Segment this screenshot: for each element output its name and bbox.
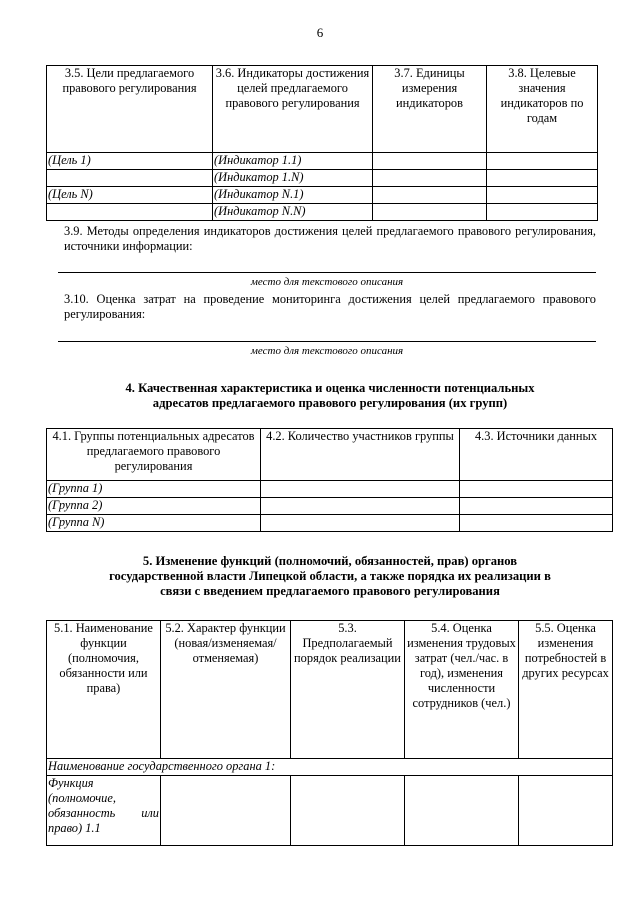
- table-cell: [291, 776, 405, 846]
- section-5-title-line: государственной власти Липецкой области, а также порядка их реализации в: [109, 569, 551, 583]
- table-header-row: [47, 429, 613, 481]
- section-3-10-caption: место для текстового описания: [250, 345, 404, 357]
- table-cell: [47, 204, 213, 221]
- header-other-resources: 5.5. Оценка изменения потребностей в других ресурсах: [519, 621, 613, 759]
- header-indicators: 3.6. Индикаторы достижения целей предлагаемого правового регулирования: [213, 66, 373, 153]
- table-cell: [460, 498, 613, 515]
- table-cell: (Цель 1): [47, 153, 213, 170]
- table-cell: [487, 187, 598, 204]
- table-cell: [161, 776, 291, 846]
- header-function-name: 5.1. Наименование функции (полномочия, обязанности или права): [47, 621, 161, 759]
- table-row: [47, 170, 598, 187]
- header-participants: 4.2. Количество участников группы: [261, 429, 460, 481]
- table-row: [47, 153, 598, 170]
- table-cell: [373, 187, 487, 204]
- indicators-table: [46, 65, 598, 221]
- table-row: [47, 776, 613, 846]
- table-cell: [261, 481, 460, 498]
- header-groups: 4.1. Группы потенциальных адресатов предлагаемого правового регулирования: [47, 429, 261, 481]
- table-row: [47, 204, 598, 221]
- header-function-type: 5.2. Характер функции (новая/изменяемая/ отменяемая): [161, 621, 291, 759]
- table-cell: [373, 204, 487, 221]
- table-row: [47, 481, 613, 498]
- section-4-title-line: адресатов предлагаемого правового регулирования (их групп): [152, 396, 508, 410]
- table-cell: [405, 776, 519, 846]
- table-cell: [487, 170, 598, 187]
- section-3-10-text: 3.10. Оценка затрат на проведение мониторинга достижения целей предлагаемого правового регулирования:: [64, 292, 596, 321]
- page-number: 6: [316, 25, 324, 40]
- table-cell: [261, 515, 460, 532]
- table-cell: (Индикатор N.1): [213, 187, 373, 204]
- header-implementation: 5.3. Предполагаемый порядок реализации: [291, 621, 405, 759]
- table-row: [47, 759, 613, 776]
- section-4-title: [40, 381, 620, 411]
- section-5-title-line: связи с введением предлагаемого правового регулирования: [160, 584, 500, 598]
- organ-name-row: Наименование государственного органа 1:: [47, 759, 613, 776]
- table-cell: (Индикатор 1.1): [213, 153, 373, 170]
- table-cell: [47, 170, 213, 187]
- table-cell: [460, 515, 613, 532]
- table-cell: [487, 153, 598, 170]
- header-target-values: 3.8. Целевые значения индикаторов по годам: [487, 66, 598, 153]
- table-header-row: [47, 621, 613, 759]
- table-cell: [460, 481, 613, 498]
- table-cell: (Группа 2): [47, 498, 261, 515]
- functions-table: [46, 620, 613, 846]
- table-cell: (Группа 1): [47, 481, 261, 498]
- table-cell: [373, 170, 487, 187]
- section-5-title: [40, 554, 620, 599]
- header-units: 3.7. Единицы измерения индикаторов: [373, 66, 487, 153]
- function-cell: Функция (полномочие, обязанность или право) 1.1: [47, 776, 161, 846]
- section-5-title-line: 5. Изменение функций (полномочий, обязанностей, прав) органов: [142, 554, 518, 568]
- groups-table: [46, 428, 613, 532]
- header-labor-costs: 5.4. Оценка изменения трудовых затрат (чел./час. в год), изменения численности сотрудников (чел.): [405, 621, 519, 759]
- table-cell: (Цель N): [47, 187, 213, 204]
- table-cell: (Группа N): [47, 515, 261, 532]
- table-row: [47, 515, 613, 532]
- section-3-9-caption: место для текстового описания: [250, 276, 404, 288]
- table-row: [47, 187, 598, 204]
- header-sources: 4.3. Источники данных: [460, 429, 613, 481]
- section-3-9-text: 3.9. Методы определения индикаторов достижения целей предлагаемого правового регулирования, источники информации:: [64, 224, 596, 253]
- table-cell: [373, 153, 487, 170]
- table-cell: (Индикатор N.N): [213, 204, 373, 221]
- table-row: [47, 498, 613, 515]
- table-cell: [487, 204, 598, 221]
- table-header-row: [47, 66, 598, 153]
- header-goals: 3.5. Цели предлагаемого правового регулирования: [47, 66, 213, 153]
- table-cell: (Индикатор 1.N): [213, 170, 373, 187]
- text-description-line: [58, 272, 596, 273]
- table-cell: [519, 776, 613, 846]
- table-cell: [261, 498, 460, 515]
- text-description-line: [58, 341, 596, 342]
- section-4-title-line: 4. Качественная характеристика и оценка численности потенциальных: [125, 381, 535, 395]
